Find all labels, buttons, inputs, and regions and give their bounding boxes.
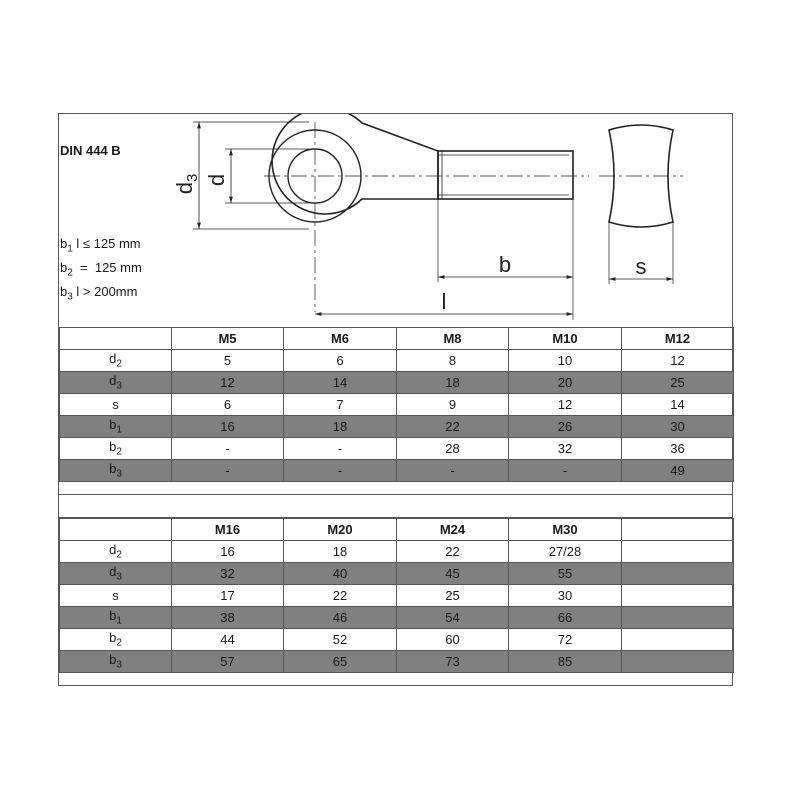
size-header: M8 xyxy=(397,328,509,350)
value-cell: 16 xyxy=(172,541,284,563)
value-cell: 66 xyxy=(509,607,622,629)
value-cell: 12 xyxy=(622,350,734,372)
table-row xyxy=(60,350,734,372)
value-cell xyxy=(622,629,734,651)
row-symbol: $d_3$ xyxy=(60,563,172,585)
row-symbol: $b_1$ xyxy=(60,607,172,629)
value-cell: 36 xyxy=(622,438,734,460)
value-cell: 73 xyxy=(397,651,509,673)
value-cell: 27/28 xyxy=(509,541,622,563)
value-cell xyxy=(622,585,734,607)
label-l: l xyxy=(441,289,447,314)
value-cell: 16 xyxy=(172,416,284,438)
header-row xyxy=(60,328,734,350)
value-cell: 52 xyxy=(284,629,397,651)
size-header: M20 xyxy=(284,519,397,541)
value-cell: 32 xyxy=(509,438,622,460)
value-cell: 60 xyxy=(397,629,509,651)
value-cell: 22 xyxy=(284,585,397,607)
value-cell: 9 xyxy=(397,394,509,416)
size-header: M6 xyxy=(284,328,397,350)
value-cell: 8 xyxy=(397,350,509,372)
corner-cell xyxy=(60,519,172,541)
value-cell: - xyxy=(284,438,397,460)
value-cell: 6 xyxy=(172,394,284,416)
value-cell: 18 xyxy=(397,372,509,394)
value-cell: - xyxy=(172,438,284,460)
value-cell: 44 xyxy=(172,629,284,651)
value-cell: 85 xyxy=(509,651,622,673)
table-row xyxy=(60,416,734,438)
row-symbol: $d_2$ xyxy=(60,541,172,563)
value-cell: 40 xyxy=(284,563,397,585)
row-symbol: s xyxy=(60,394,172,416)
value-cell: 38 xyxy=(172,607,284,629)
size-header: M16 xyxy=(172,519,284,541)
value-cell: 49 xyxy=(622,460,734,482)
legend-b1: $b_1$ l ≤ 125 mm xyxy=(60,236,141,255)
size-table-bottom xyxy=(59,518,734,673)
value-cell: - xyxy=(397,460,509,482)
value-cell: 6 xyxy=(284,350,397,372)
value-cell: 57 xyxy=(172,651,284,673)
value-cell: 14 xyxy=(622,394,734,416)
header-area xyxy=(59,114,732,327)
table-row xyxy=(60,372,734,394)
dimension-sheet xyxy=(58,113,733,686)
value-cell: - xyxy=(284,460,397,482)
value-cell: 20 xyxy=(509,372,622,394)
value-cell: 18 xyxy=(284,416,397,438)
value-cell: 54 xyxy=(397,607,509,629)
size-header: M30 xyxy=(509,519,622,541)
value-cell: 30 xyxy=(622,416,734,438)
row-symbol: $b_3$ xyxy=(60,460,172,482)
value-cell: 18 xyxy=(284,541,397,563)
row-symbol: $b_3$ xyxy=(60,651,172,673)
standard-title: DIN 444 B xyxy=(60,143,121,158)
table-row xyxy=(60,563,734,585)
legend-b3: $b_3$ l > 200mm xyxy=(60,284,138,303)
value-cell xyxy=(622,541,734,563)
value-cell: 55 xyxy=(509,563,622,585)
label-b: b xyxy=(498,252,512,277)
value-cell: 28 xyxy=(397,438,509,460)
table-row xyxy=(60,585,734,607)
value-cell: 12 xyxy=(172,372,284,394)
table-row xyxy=(60,460,734,482)
value-cell xyxy=(622,651,734,673)
size-header: M12 xyxy=(622,328,734,350)
row-symbol: s xyxy=(60,585,172,607)
value-cell: 14 xyxy=(284,372,397,394)
value-cell: 10 xyxy=(509,350,622,372)
value-cell: 17 xyxy=(172,585,284,607)
table-row xyxy=(60,394,734,416)
size-header: M5 xyxy=(172,328,284,350)
table-row xyxy=(60,541,734,563)
value-cell: 46 xyxy=(284,607,397,629)
row-symbol: $d_2$ xyxy=(60,350,172,372)
label-d: d xyxy=(204,173,229,187)
row-symbol: $b_2$ xyxy=(60,629,172,651)
value-cell: 32 xyxy=(172,563,284,585)
table-row xyxy=(60,607,734,629)
value-cell: 12 xyxy=(509,394,622,416)
value-cell xyxy=(622,563,734,585)
label-d3: $d_3$ xyxy=(172,173,201,195)
value-cell: 25 xyxy=(622,372,734,394)
legend-b2: $b_2 = 125$ mm xyxy=(60,260,142,279)
header-row xyxy=(60,519,734,541)
corner-cell xyxy=(60,328,172,350)
table-row xyxy=(60,629,734,651)
value-cell: 45 xyxy=(397,563,509,585)
value-cell xyxy=(622,607,734,629)
table-spacer xyxy=(59,494,732,518)
eye-bolt-drawing xyxy=(59,114,732,327)
row-symbol: $d_3$ xyxy=(60,372,172,394)
size-header: M24 xyxy=(397,519,509,541)
value-cell: 22 xyxy=(397,541,509,563)
size-header xyxy=(622,519,734,541)
eye-bolt-side-view xyxy=(193,114,589,320)
value-cell: 26 xyxy=(509,416,622,438)
label-s: s xyxy=(635,254,647,279)
table-row xyxy=(60,438,734,460)
value-cell: 72 xyxy=(509,629,622,651)
value-cell: 5 xyxy=(172,350,284,372)
size-table-top xyxy=(59,327,734,482)
value-cell: 30 xyxy=(509,585,622,607)
size-header: M10 xyxy=(509,328,622,350)
row-symbol: $b_1$ xyxy=(60,416,172,438)
value-cell: 22 xyxy=(397,416,509,438)
table-row xyxy=(60,651,734,673)
value-cell: 7 xyxy=(284,394,397,416)
value-cell: - xyxy=(172,460,284,482)
value-cell: 25 xyxy=(397,585,509,607)
row-symbol: $b_2$ xyxy=(60,438,172,460)
value-cell: 65 xyxy=(284,651,397,673)
value-cell: - xyxy=(509,460,622,482)
